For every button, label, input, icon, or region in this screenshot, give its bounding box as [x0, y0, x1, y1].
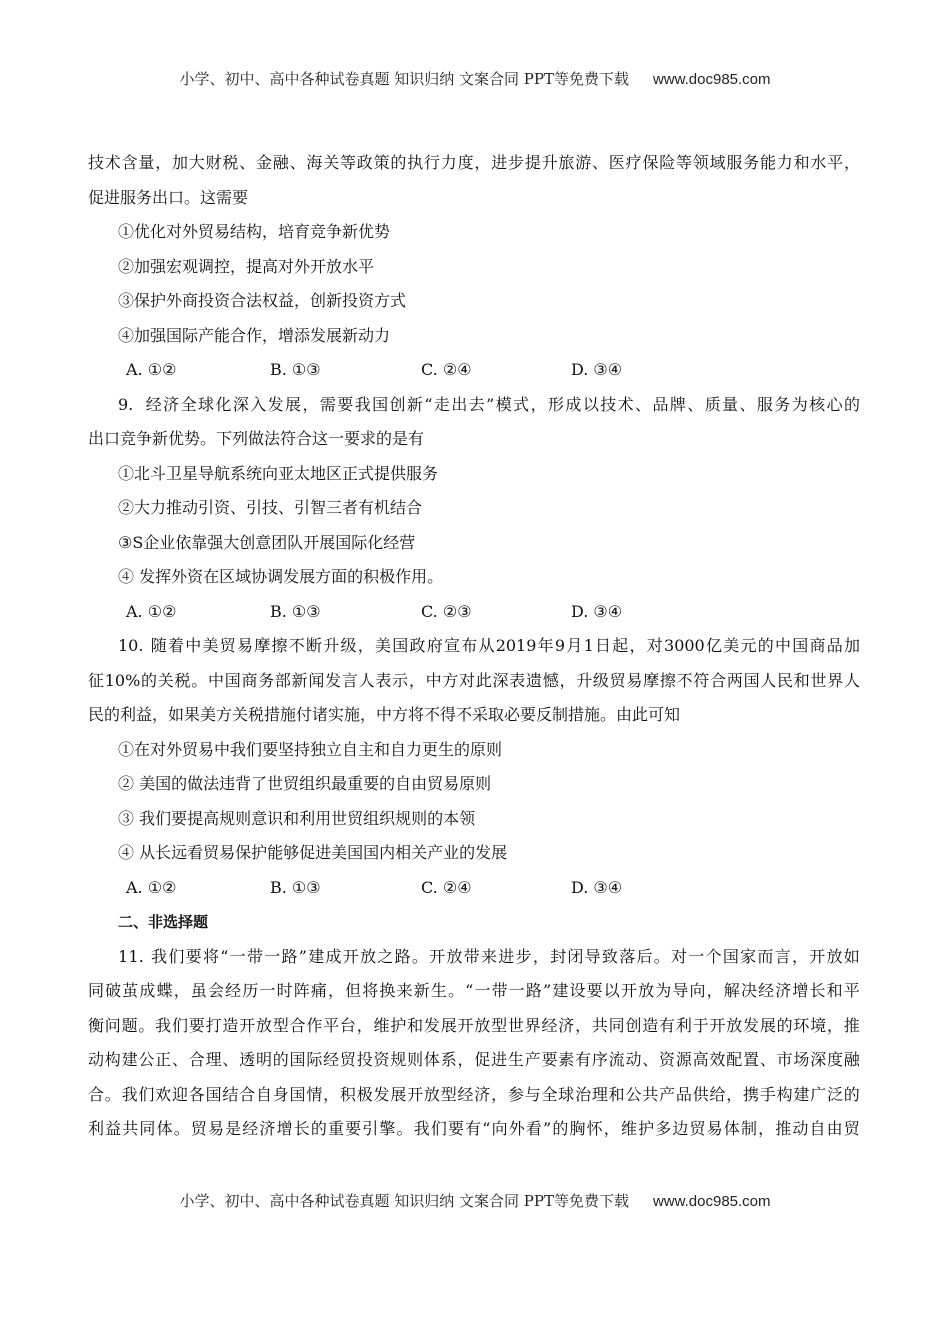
footer-text: 小学、初中、高中各种试卷真题 知识归纳 文案合同 PPT等免费下载 [179, 1192, 629, 1210]
q10-stem-line-1-text: 随着中美贸易摩擦不断升级，美国政府宣布从2019年9月1日起，对3000亿美元的中国商品加 [149, 636, 860, 655]
q11-line-2: 同破茧成蝶，虽会经历一时阵痛，但将换来新生。“一带一路”建设要以开放为导向，解决经济增长和平 [88, 981, 860, 1000]
q11-line-3: 衡问题。我们要打造开放型合作平台，维护和发展开放型世界经济，共同创造有利于开放发展的环境，推 [88, 1015, 860, 1035]
q9-options [88, 595, 860, 630]
q8-option-c[interactable]: C. ②④ [421, 360, 472, 379]
q10-stem-line-2: 征10%的关税。中国商务部新闻发言人表示，中方对此深表遗憾，升级贸易摩擦不符合两国人民和世界人 [88, 670, 860, 690]
q9-stem-line-1 [88, 388, 860, 423]
q9-option-d[interactable]: D. ③④ [571, 601, 623, 621]
q10-option-a[interactable]: A. ①② [126, 877, 177, 897]
q9-item-3: ③S企业依靠强大创意团队开展国际化经营 [118, 532, 416, 552]
q8-stem-line-2: 促进服务出口。这需要 [88, 187, 249, 207]
q9-stem-line-1-text: 经济全球化深入发展，需要我国创新“走出去”模式，形成以技术、品牌、质量、服务为核心的 [145, 394, 860, 414]
q8-item-2: ②加强宏观调控，提高对外开放水平 [118, 256, 375, 276]
header-site-link[interactable]: www.doc985.com [652, 71, 771, 88]
q11-line-5: 合。我们欢迎各国结合自身国情，积极发展开放型经济，参与全球治理和公共产品供给，携手构建广泛的 [88, 1084, 860, 1104]
q11-line-1-text: 我们要将“一带一路”建成开放之路。开放带来进步，封闭导致落后。对一个国家而言，开放如 [150, 946, 860, 966]
question-8 [88, 146, 860, 388]
q8-item-4: ④加强国际产能合作，增添发展新动力 [118, 325, 391, 345]
q10-option-b[interactable]: B. ①③ [270, 877, 321, 897]
q8-item-1: ①优化对外贸易结构，培育竞争新优势 [118, 222, 391, 241]
q9-number: 9. [118, 394, 134, 414]
q10-item-1: ①在对外贸易中我们要坚持独立自主和自力更生的原则 [118, 739, 503, 759]
q8-option-a[interactable]: A. ①② [126, 360, 177, 379]
q11-line-1 [88, 940, 860, 975]
question-9 [88, 388, 860, 630]
q8-options [88, 353, 860, 388]
q8-item-3: ③保护外商投资合法权益，创新投资方式 [118, 291, 407, 310]
q10-stem-line-3: 民的利益，如果美方关税措施付诸实施，中方将不得不采取必要反制措施。由此可知 [88, 705, 681, 724]
document-body [88, 146, 860, 1147]
footer-site-link[interactable]: www.doc985.com [652, 1193, 771, 1210]
page-header [0, 68, 950, 89]
q9-item-4: ④ 发挥外资在区域协调发展方面的积极作用。 [118, 567, 444, 586]
q11-line-6: 利益共同体。贸易是经济增长的重要引擎。我们要有“向外看”的胸怀，维护多边贸易体制，推动自由贸 [88, 1119, 860, 1138]
q9-stem-line-2: 出口竞争新优势。下列做法符合这一要求的是有 [88, 429, 425, 448]
q10-option-c[interactable]: C. ②④ [421, 877, 472, 897]
q9-item-2: ②大力推动引资、引技、引智三者有机结合 [118, 498, 423, 517]
q11-line-4: 动构建公正、合理、透明的国际经贸投资规则体系，促进生产要素有序流动、资源高效配置、市场深度融 [88, 1050, 860, 1069]
q10-options [88, 871, 860, 906]
q10-option-d[interactable]: D. ③④ [571, 877, 623, 897]
q10-item-2: ② 美国的做法违背了世贸组织最重要的自由贸易原则 [118, 774, 492, 793]
q8-stem-line-1: 技术含量，加大财税、金融、海关等政策的执行力度，进步提升旅游、医疗保险等领域服务能力和水平， [88, 153, 860, 172]
q10-item-4: ④ 从长远看贸易保护能够促进美国国内相关产业的发展 [118, 843, 508, 862]
q10-item-3: ③ 我们要提高规则意识和利用世贸组织规则的本领 [118, 808, 476, 828]
q8-option-d[interactable]: D. ③④ [571, 360, 623, 379]
header-text: 小学、初中、高中各种试卷真题 知识归纳 文案合同 PPT等免费下载 [179, 70, 629, 88]
question-11 [88, 940, 860, 1147]
q9-option-c[interactable]: C. ②③ [421, 601, 472, 621]
q10-stem-line-1 [88, 629, 860, 664]
q9-option-b[interactable]: B. ①③ [270, 601, 321, 621]
q9-option-a[interactable]: A. ①② [126, 601, 177, 621]
q8-option-b[interactable]: B. ①③ [270, 360, 321, 379]
page-footer [0, 1190, 950, 1211]
q10-number: 10. [118, 636, 144, 655]
question-10 [88, 629, 860, 905]
q9-item-1: ①北斗卫星导航系统向亚太地区正式提供服务 [118, 463, 439, 483]
q11-number: 11. [118, 946, 145, 966]
section-2-title: 二、非选择题 [118, 913, 209, 931]
